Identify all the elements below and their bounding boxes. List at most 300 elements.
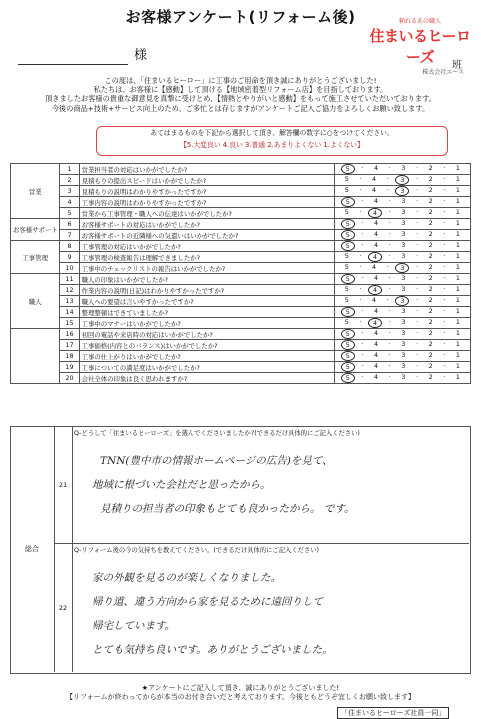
separator-dot: · <box>443 263 446 271</box>
rating-options[interactable] <box>334 285 470 296</box>
separator-dot: · <box>361 340 364 348</box>
separator-dot: · <box>361 329 364 337</box>
rating-option[interactable]: 1 <box>455 362 460 370</box>
rating-option[interactable]: 2 <box>428 164 433 172</box>
rating-option[interactable]: 2 <box>428 373 433 381</box>
page-title: お客様アンケート(リフォーム後) <box>125 8 356 26</box>
category-label: 工事管理 <box>11 241 60 274</box>
separator-dot: · <box>443 318 446 326</box>
separator-dot: · <box>415 318 419 326</box>
separator-dot: · <box>361 164 364 172</box>
table-row <box>11 285 471 296</box>
rating-option[interactable]: 5 <box>341 274 355 284</box>
separator-dot: · <box>443 241 446 249</box>
rating-option[interactable]: 3 <box>401 307 406 315</box>
separator-dot: · <box>359 285 362 293</box>
separator-dot: · <box>443 296 446 304</box>
question-number: 14 <box>60 307 79 318</box>
rating-options[interactable] <box>334 362 470 373</box>
question-text: 工事中のマナーはいかがでしたか? <box>79 318 334 329</box>
table-row <box>11 351 471 362</box>
rating-options[interactable] <box>334 263 470 274</box>
table-row <box>11 307 471 318</box>
separator-dot: · <box>443 175 446 183</box>
separator-dot: · <box>443 197 446 205</box>
separator-dot: · <box>359 296 362 304</box>
separator-dot: · <box>443 362 446 370</box>
separator-dot: · <box>388 219 391 227</box>
separator-dot: · <box>443 351 446 359</box>
rating-option[interactable]: 1 <box>455 274 460 282</box>
question-text: 営業から工事管理・職人への伝達はいかがでしたか? <box>79 208 334 219</box>
rating-option[interactable]: 5 <box>341 373 355 383</box>
rating-option[interactable]: 2 <box>428 263 433 271</box>
rating-options[interactable] <box>334 241 470 252</box>
rating-option[interactable]: 1 <box>455 351 460 359</box>
rating-option[interactable]: 1 <box>455 307 460 315</box>
rating-option[interactable]: 3 <box>401 340 406 348</box>
table-row <box>11 230 471 241</box>
footer-note: 【リフォームが終わってからが本当のお付き合いだと考えております。今後ともどうぞ宜しくお願い致します】 <box>65 693 416 701</box>
question-text: 見積もりの説明はわかりやすかったですか? <box>79 186 334 197</box>
footer-message <box>10 684 471 702</box>
question-text: 整理整頓はできていましたか? <box>79 307 334 318</box>
logo-tagline: 頼れるあの職人 <box>398 18 441 25</box>
rating-option[interactable]: 5 <box>341 230 355 240</box>
rating-options[interactable] <box>334 351 470 362</box>
answer-line: 帰り道、違う方向から家を見るために遠回りして <box>92 596 323 608</box>
category-overall: 総合 <box>10 426 55 672</box>
separator-dot: · <box>443 373 446 381</box>
rating-options[interactable] <box>334 219 470 230</box>
table-row <box>11 219 471 230</box>
table-row <box>11 373 471 384</box>
intro-line: 今後の商品+技術+サービス向上のため、ご多忙とは存じますがアンケートご記入ご協力をよろしくお願い致します。 <box>51 103 430 113</box>
rating-option[interactable]: 5 <box>341 164 355 174</box>
separator-dot: · <box>388 274 391 282</box>
question-prompt: Q-どうして「住まいるヒーローズ」を選んでくださいましたか?(できるだけ具体的にご記入ください) <box>74 430 360 437</box>
question-text: 工事の仕上がりはいかがでしたか? <box>79 351 334 362</box>
rating-option[interactable]: 3 <box>401 318 406 326</box>
logo-company: 株式会社エース <box>422 69 464 76</box>
separator-dot: · <box>359 186 362 194</box>
handwritten-answer <box>92 566 333 662</box>
rating-option[interactable]: 1 <box>455 197 460 205</box>
table-row <box>11 263 471 274</box>
rating-option[interactable]: 4 <box>374 351 379 359</box>
rating-option[interactable]: 2 <box>428 351 433 359</box>
separator-dot: · <box>388 340 391 348</box>
table-row <box>11 175 471 186</box>
separator-dot: · <box>359 318 362 326</box>
table-row <box>11 208 471 219</box>
rating-option[interactable]: 2 <box>428 362 433 370</box>
separator-dot: · <box>415 373 419 381</box>
rating-option[interactable]: 4 <box>368 285 382 295</box>
footer-thanks: ★アンケートにご記入して頂き、誠にありがとうございました! <box>141 684 340 692</box>
separator-dot: · <box>415 263 419 271</box>
rating-option[interactable]: 2 <box>428 208 433 216</box>
separator-dot: · <box>388 285 391 293</box>
rating-option[interactable]: 4 <box>372 296 377 304</box>
rating-option[interactable]: 5 <box>344 318 349 326</box>
question-text: 工事中のチェックリストの報告はいかがでしたか? <box>79 263 334 274</box>
answer-line: 帰宅しています。 <box>92 620 176 632</box>
question-text: 工事についての満足度はいかがでしたか? <box>79 362 334 373</box>
answer-line: とても気持ち良いです。ありがとうございました。 <box>92 644 333 656</box>
separator-dot: · <box>361 274 364 282</box>
rating-option[interactable]: 1 <box>455 285 460 293</box>
separator-dot: · <box>415 186 419 194</box>
separator-dot: · <box>415 285 419 293</box>
separator-dot: · <box>361 241 364 249</box>
separator-dot: · <box>388 307 391 315</box>
rating-option[interactable]: 5 <box>344 186 349 194</box>
separator-dot: · <box>415 230 419 238</box>
rating-option[interactable]: 1 <box>455 318 460 326</box>
rating-option[interactable]: 5 <box>341 197 355 207</box>
separator-dot: · <box>361 351 364 359</box>
rating-option[interactable]: 5 <box>344 285 349 293</box>
separator-dot: · <box>386 296 389 304</box>
rating-options[interactable] <box>334 186 470 197</box>
rating-option[interactable]: 2 <box>428 318 433 326</box>
table-row <box>11 241 471 252</box>
rating-option[interactable]: 1 <box>455 175 460 183</box>
rating-option[interactable]: 2 <box>428 285 433 293</box>
company-logo <box>366 16 474 76</box>
rating-option[interactable]: 5 <box>341 340 355 350</box>
rating-option[interactable]: 3 <box>401 274 406 282</box>
rating-option[interactable]: 3 <box>395 296 409 306</box>
rating-options[interactable] <box>334 329 470 340</box>
category-label: 営業 <box>11 164 60 219</box>
question-number: 2 <box>60 175 79 186</box>
separator-dot: · <box>361 307 364 315</box>
rating-option[interactable]: 4 <box>372 186 377 194</box>
table-row <box>11 186 471 197</box>
separator-dot: · <box>388 241 391 249</box>
separator-dot: · <box>359 175 362 183</box>
rating-option[interactable]: 4 <box>368 208 382 218</box>
rating-options[interactable] <box>334 307 470 318</box>
separator-dot: · <box>415 175 419 183</box>
rating-option[interactable]: 2 <box>428 340 433 348</box>
rating-option[interactable]: 1 <box>455 208 460 216</box>
separator-dot: · <box>415 241 419 249</box>
question-number: 20 <box>60 373 79 384</box>
separator-dot: · <box>443 186 446 194</box>
rating-option[interactable]: 3 <box>395 175 409 185</box>
rating-option[interactable]: 5 <box>341 362 355 372</box>
category-label: 職人 <box>11 274 60 329</box>
rating-options[interactable] <box>334 230 470 241</box>
separator-dot: · <box>361 197 364 205</box>
rating-option[interactable]: 5 <box>341 307 355 317</box>
separator-dot: · <box>415 219 419 227</box>
rating-option[interactable]: 4 <box>374 373 379 381</box>
rating-option[interactable]: 1 <box>455 241 460 249</box>
separator-dot: · <box>443 285 446 293</box>
separator-dot: · <box>415 252 419 260</box>
rating-option[interactable]: 4 <box>374 307 379 315</box>
question-text: 工事管理の検査報告は理解できましたか? <box>79 252 334 263</box>
survey-table <box>10 163 471 384</box>
category-label <box>11 329 60 384</box>
rating-option[interactable]: 5 <box>341 329 355 339</box>
question-text: 工事価格(内容とのバランス)はいかがでしたか? <box>79 340 334 351</box>
question-number: 9 <box>60 252 79 263</box>
rating-option[interactable]: 2 <box>428 307 433 315</box>
question-number: 10 <box>60 263 79 274</box>
team-label: 班 <box>452 60 462 71</box>
question-text: 工事管理の対応はいかがでしたか? <box>79 241 334 252</box>
separator-dot: · <box>386 263 389 271</box>
rating-option[interactable]: 5 <box>344 252 349 260</box>
rating-option[interactable]: 1 <box>455 164 460 172</box>
separator-dot: · <box>415 340 419 348</box>
separator-dot: · <box>415 197 419 205</box>
question-number: 12 <box>60 285 79 296</box>
rating-option[interactable]: 3 <box>401 208 406 216</box>
question-prompt: Q-リフォーム後の今の気持ちを教えてください。(できるだけ具体的にご記入ください) <box>74 547 319 554</box>
question-text: 初回の電話や来店時の対応はいかがでしたか? <box>79 329 334 340</box>
separator-dot: · <box>359 252 362 260</box>
rating-option[interactable]: 4 <box>374 241 379 249</box>
separator-dot: · <box>388 318 391 326</box>
rating-option[interactable]: 3 <box>401 197 406 205</box>
question-text: お客様サポートの近隣様への気遣いはいかがでしたか? <box>79 230 334 241</box>
separator-dot: · <box>415 208 419 216</box>
rating-option[interactable]: 5 <box>341 219 355 229</box>
question-number: 15 <box>60 318 79 329</box>
logo-name: 住まいるヒーローズ <box>369 27 471 66</box>
separator-dot: · <box>415 164 419 172</box>
rating-option[interactable]: 1 <box>455 252 460 260</box>
separator-dot: · <box>443 252 446 260</box>
separator-dot: · <box>361 219 364 227</box>
question-number: 17 <box>60 340 79 351</box>
rating-option[interactable]: 4 <box>372 263 377 271</box>
separator-dot: · <box>386 175 389 183</box>
question-text: 見積もりの提出スピードはいかがでしたか? <box>79 175 334 186</box>
separator-dot: · <box>415 351 419 359</box>
question-text: 職人への要望は言いやすかったですか? <box>79 296 334 307</box>
question-number: 7 <box>60 230 79 241</box>
separator-dot: · <box>443 274 446 282</box>
question-number: 11 <box>60 274 79 285</box>
question-text: お客様サポートの対応はいかがでしたか? <box>79 219 334 230</box>
rating-option[interactable]: 5 <box>344 263 349 271</box>
separator-dot: · <box>388 230 391 238</box>
rating-option[interactable]: 2 <box>428 329 433 337</box>
table-row <box>11 164 471 175</box>
separator-dot: · <box>361 373 364 381</box>
rating-option[interactable]: 1 <box>455 263 460 271</box>
rating-option[interactable]: 3 <box>401 252 406 260</box>
rating-option[interactable]: 2 <box>428 241 433 249</box>
footer-signature: 「住まいるヒーローズ社員一同」 <box>337 707 449 719</box>
separator-dot: · <box>388 373 391 381</box>
intro-line: 頂きましたお客様の貴重な御意見を真摯に受けとめ、【情熱とやりがいと感動】をもって施工させていただいております。 <box>45 94 436 104</box>
separator-dot: · <box>388 362 391 370</box>
question-text: 作業内容の説明(日記)はわかりやすかったですか? <box>79 285 334 296</box>
rating-option[interactable]: 5 <box>344 208 349 216</box>
rating-option[interactable]: 4 <box>368 318 382 328</box>
rating-option[interactable]: 3 <box>401 285 406 293</box>
question-number: 19 <box>60 362 79 373</box>
table-row <box>11 329 471 340</box>
question-number: 6 <box>60 219 79 230</box>
rating-option[interactable]: 3 <box>401 230 406 238</box>
question-text: 会社全体の印象は良く思われますか? <box>79 373 334 384</box>
table-row <box>11 274 471 285</box>
rating-option[interactable]: 3 <box>401 164 406 172</box>
rating-options[interactable] <box>334 296 470 307</box>
rating-option[interactable]: 3 <box>401 241 406 249</box>
rating-option[interactable]: 2 <box>428 197 433 205</box>
rating-option[interactable]: 3 <box>401 219 406 227</box>
separator-dot: · <box>388 329 391 337</box>
table-row <box>11 252 471 263</box>
answer-line: TNN(豊中市の情報ホームページの広告)を見て、 <box>100 455 333 467</box>
rating-options[interactable] <box>334 175 470 186</box>
rating-option[interactable]: 4 <box>374 219 379 227</box>
separator-dot: · <box>443 340 446 348</box>
rating-option[interactable]: 1 <box>455 186 460 194</box>
rating-option[interactable]: 1 <box>455 219 460 227</box>
separator-dot: · <box>443 307 446 315</box>
rating-options[interactable] <box>334 373 470 384</box>
separator-dot: · <box>361 362 364 370</box>
separator-dot: · <box>388 252 391 260</box>
rating-options[interactable] <box>334 252 470 263</box>
table-row <box>11 296 471 307</box>
rating-option[interactable]: 2 <box>428 230 433 238</box>
question-text: 職人の印象はいかがでしたか? <box>79 274 334 285</box>
separator-dot: · <box>361 230 364 238</box>
rating-options[interactable] <box>334 274 470 285</box>
rating-option[interactable]: 3 <box>401 351 406 359</box>
separator-dot: · <box>443 219 446 227</box>
intro-line: 私たちは、お客様に【感動】して頂ける【地域密着型リフォーム店】を目指しております。 <box>93 85 388 95</box>
rating-options[interactable] <box>334 164 470 175</box>
answer-line: 見積りの担当者の印象もとても良かったから。 です。 <box>100 503 355 515</box>
rating-option[interactable]: 4 <box>374 274 379 282</box>
scale-legend: 【5.大変良い 4.良い 3.普通 2.あまりよくない 1.よくない】 <box>180 141 364 149</box>
separator-dot: · <box>388 197 391 205</box>
rating-option[interactable]: 4 <box>374 362 379 370</box>
instruction-box <box>96 126 448 156</box>
separator-dot: · <box>359 208 362 216</box>
separator-dot: · <box>359 263 362 271</box>
rating-option[interactable]: 1 <box>455 296 460 304</box>
question-number: 3 <box>60 186 79 197</box>
question-number: 13 <box>60 296 79 307</box>
separator-dot: · <box>388 208 391 216</box>
rating-option[interactable]: 2 <box>428 186 433 194</box>
table-row <box>11 362 471 373</box>
rating-option[interactable]: 2 <box>428 175 433 183</box>
rating-option[interactable]: 1 <box>455 230 460 238</box>
separator-dot: · <box>388 351 391 359</box>
handwritten-answer <box>92 449 355 521</box>
question-text: 工事内容の説明はわかりやすかったですか? <box>79 197 334 208</box>
rating-options[interactable] <box>334 197 470 208</box>
question-number: 16 <box>60 329 79 340</box>
intro-line: この度は、「住まいるヒーロー」に工事のご用命を頂き誠にありがとうございました! <box>104 76 377 85</box>
question-number: 8 <box>60 241 79 252</box>
separator-dot: · <box>415 329 419 337</box>
table-row <box>11 318 471 329</box>
separator-dot: · <box>415 307 419 315</box>
answer-line: 家の外観を見るのが楽しくなりました。 <box>92 572 281 584</box>
separator-dot: · <box>388 164 391 172</box>
separator-dot: · <box>415 296 419 304</box>
rating-option[interactable]: 4 <box>374 197 379 205</box>
rating-option[interactable]: 3 <box>401 329 406 337</box>
rating-options[interactable] <box>334 340 470 351</box>
answer-line: 地域に根づいた会社だと思ったから。 <box>92 479 271 491</box>
rating-option[interactable]: 1 <box>455 373 460 381</box>
separator-dot: · <box>386 186 389 194</box>
separator-dot: · <box>443 164 446 172</box>
rating-option[interactable]: 4 <box>374 164 379 172</box>
question-number: 21 <box>54 426 73 544</box>
separator-dot: · <box>443 230 446 238</box>
rating-option[interactable]: 2 <box>428 219 433 227</box>
rating-option[interactable]: 5 <box>341 241 355 251</box>
question-number: 18 <box>60 351 79 362</box>
rating-options[interactable] <box>334 318 470 329</box>
separator-dot: · <box>443 329 446 337</box>
rating-option[interactable]: 2 <box>428 252 433 260</box>
question-number: 5 <box>60 208 79 219</box>
separator-dot: · <box>443 208 446 216</box>
rating-option[interactable]: 2 <box>428 274 433 282</box>
question-number: 1 <box>60 164 79 175</box>
question-text: 営業担当者の対応はいかがでしたか? <box>79 164 334 175</box>
question-number: 4 <box>60 197 79 208</box>
rating-option[interactable]: 1 <box>455 329 460 337</box>
table-row <box>11 340 471 351</box>
rating-option[interactable]: 5 <box>341 351 355 361</box>
rating-option[interactable]: 4 <box>372 175 377 183</box>
category-label: お客様サポート <box>11 219 60 241</box>
rating-option[interactable]: 4 <box>374 340 379 348</box>
intro-text <box>10 76 471 113</box>
rating-option[interactable]: 4 <box>374 329 379 337</box>
separator-dot: · <box>415 274 419 282</box>
rating-option[interactable]: 3 <box>395 186 409 196</box>
rating-option[interactable]: 3 <box>395 263 409 273</box>
rating-option[interactable]: 4 <box>374 230 379 238</box>
rating-option[interactable]: 5 <box>344 296 349 304</box>
instruction-text: あてはまるものを下記から選択して頂き、解答欄の数字に○をつけてください。 <box>150 129 394 137</box>
table-row <box>11 197 471 208</box>
rating-option[interactable]: 5 <box>344 175 349 183</box>
separator-dot: · <box>415 362 419 370</box>
rating-option[interactable]: 3 <box>401 362 406 370</box>
question-number: 22 <box>54 543 73 672</box>
rating-option[interactable]: 4 <box>368 252 382 262</box>
rating-option[interactable]: 1 <box>455 340 460 348</box>
rating-option[interactable]: 2 <box>428 296 433 304</box>
rating-option[interactable]: 3 <box>401 373 406 381</box>
rating-options[interactable] <box>334 208 470 219</box>
customer-name-field[interactable] <box>18 50 128 65</box>
customer-suffix: 様 <box>134 48 148 63</box>
